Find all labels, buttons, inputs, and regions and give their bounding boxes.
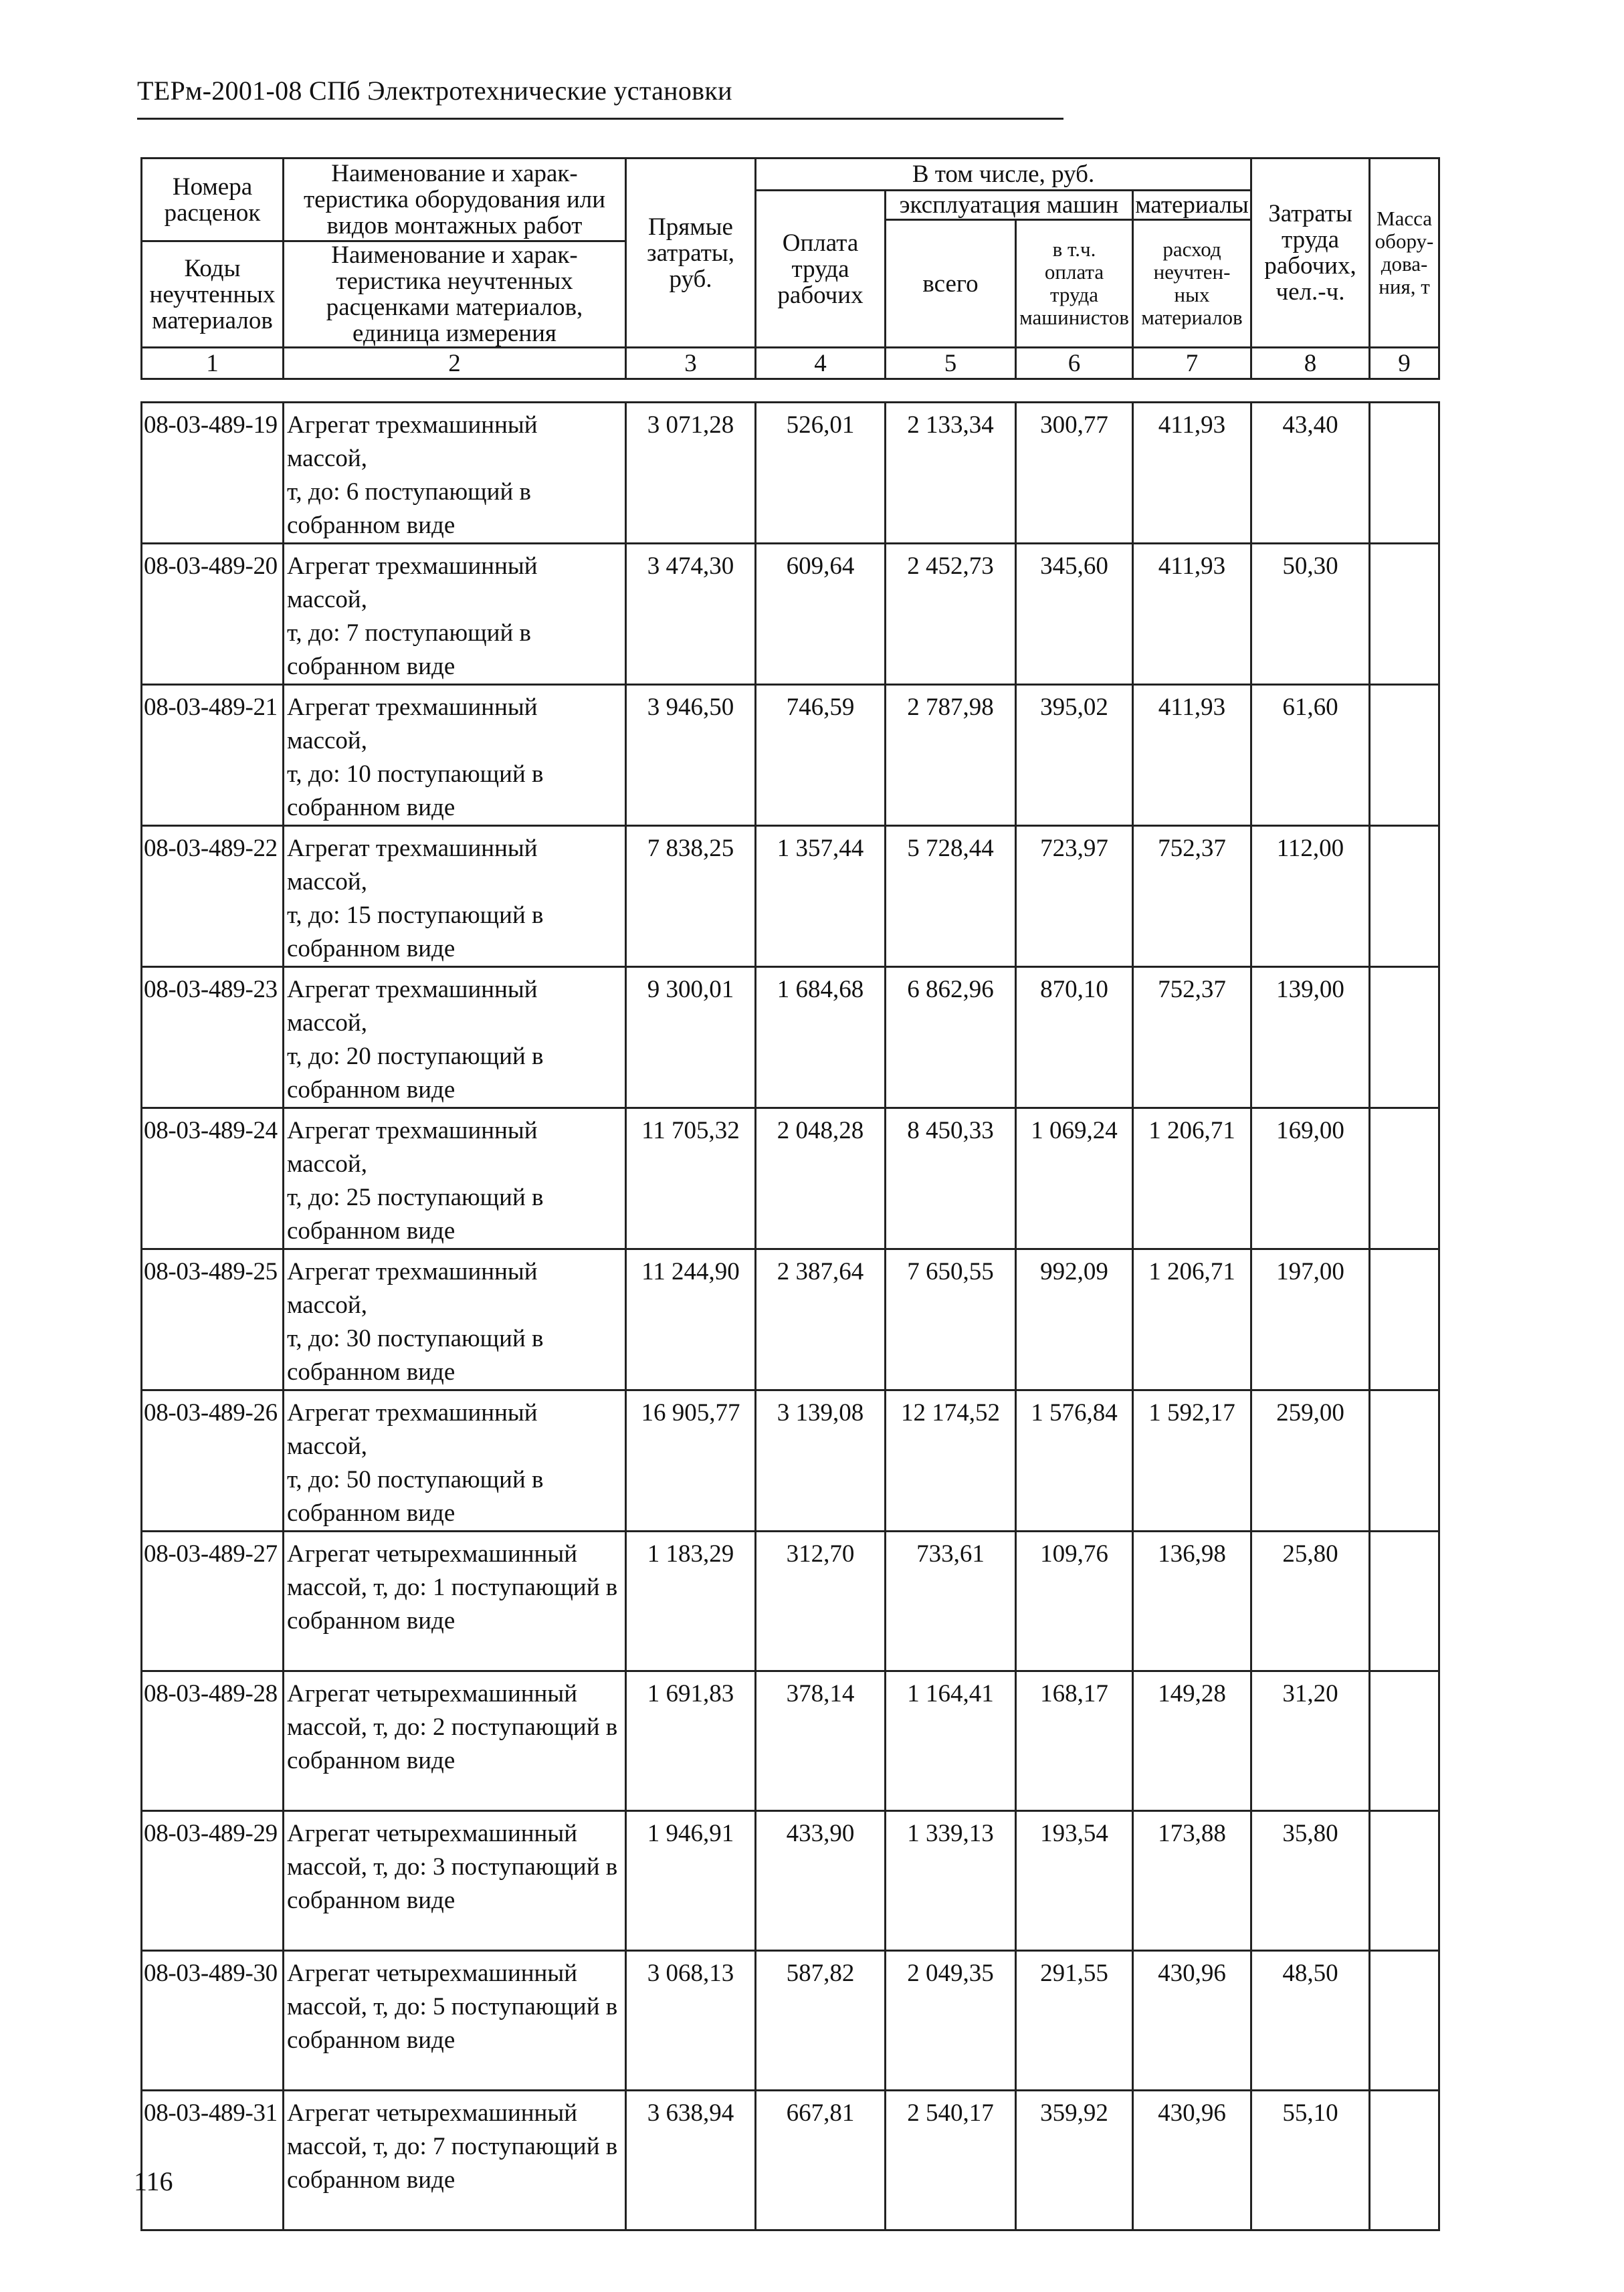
name-cell — [284, 2091, 626, 2230]
col-labor-hours-header: Затраты труда рабочих, чел.-ч. — [1251, 159, 1370, 348]
rate-code-cell: 08-03-489-29 — [142, 1811, 284, 1951]
table-row — [142, 1671, 1439, 1811]
machines-total-cell: 2 133,34 — [886, 403, 1016, 544]
direct-costs-cell: 1 183,29 — [626, 1532, 756, 1671]
materials-cell: 430,96 — [1133, 2091, 1251, 2230]
machinist-pay-cell: 1 576,84 — [1016, 1390, 1133, 1532]
group-including-header: В том числе, руб. — [756, 159, 1251, 191]
name-line: Агрегат трехмашинный массой, — [287, 1117, 538, 1178]
direct-costs-cell: 11 705,32 — [626, 1108, 756, 1249]
materials-cell: 136,98 — [1133, 1532, 1251, 1671]
labor-hours-cell: 43,40 — [1251, 403, 1370, 544]
table-body — [142, 403, 1439, 2230]
labor-hours-cell: 50,30 — [1251, 544, 1370, 685]
name-line: Агрегат четырехмашинный — [287, 1540, 578, 1568]
name-line: собранном виде — [287, 2166, 455, 2194]
labor-pay-cell: 1 357,44 — [756, 826, 886, 967]
labor-pay-cell: 312,70 — [756, 1532, 886, 1671]
labor-hours-cell: 112,00 — [1251, 826, 1370, 967]
materials-cell: 149,28 — [1133, 1671, 1251, 1811]
name-line: Агрегат четырехмашинный — [287, 1820, 578, 1847]
name-line: массой, т, до: 3 поступающий в — [287, 1853, 618, 1881]
direct-costs-cell: 16 905,77 — [626, 1390, 756, 1532]
labor-hours-cell: 259,00 — [1251, 1390, 1370, 1532]
labor-hours-cell: 48,50 — [1251, 1951, 1370, 2091]
column-numbers-row — [142, 348, 1439, 379]
machinist-pay-cell: 992,09 — [1016, 1249, 1133, 1390]
labor-pay-cell: 746,59 — [756, 685, 886, 826]
table-row — [142, 1951, 1439, 2091]
machinist-pay-cell: 109,76 — [1016, 1532, 1133, 1671]
mass-cell — [1370, 1249, 1439, 1390]
direct-costs-cell: 3 071,28 — [626, 403, 756, 544]
rate-code-cell: 08-03-489-31 — [142, 2091, 284, 2230]
name-cell — [284, 544, 626, 685]
table-row — [142, 1390, 1439, 1532]
column-number: 7 — [1133, 348, 1251, 379]
machines-total-cell: 6 862,96 — [886, 967, 1016, 1108]
machinist-pay-cell: 300,77 — [1016, 403, 1133, 544]
labor-pay-cell: 609,64 — [756, 544, 886, 685]
table-row — [142, 967, 1439, 1108]
rate-code-cell: 08-03-489-23 — [142, 967, 284, 1108]
name-line: собранном виде — [287, 653, 455, 680]
mass-cell — [1370, 1811, 1439, 1951]
name-line: т, до: 50 поступающий в — [287, 1466, 544, 1493]
name-line: Агрегат трехмашинный массой, — [287, 835, 538, 896]
name-line: Агрегат четырехмашинный — [287, 1680, 578, 1707]
name-line: т, до: 30 поступающий в — [287, 1325, 544, 1352]
machinist-pay-cell: 395,02 — [1016, 685, 1133, 826]
name-line: собранном виде — [287, 1887, 455, 1914]
col-material-codes-header: Коды неучтенных материалов — [142, 241, 284, 348]
machines-total-cell: 7 650,55 — [886, 1249, 1016, 1390]
machinist-pay-cell: 359,92 — [1016, 2091, 1133, 2230]
name-line: массой, т, до: 5 поступающий в — [287, 1993, 618, 2020]
table-row — [142, 1249, 1439, 1390]
name-line: собранном виде — [287, 512, 455, 539]
column-number: 8 — [1251, 348, 1370, 379]
column-number: 5 — [886, 348, 1016, 379]
machines-total-cell: 2 787,98 — [886, 685, 1016, 826]
rate-code-cell: 08-03-489-27 — [142, 1532, 284, 1671]
direct-costs-cell: 11 244,90 — [626, 1249, 756, 1390]
mass-cell — [1370, 1951, 1439, 2091]
rate-code-cell: 08-03-489-28 — [142, 1671, 284, 1811]
rate-code-cell: 08-03-489-26 — [142, 1390, 284, 1532]
materials-cell: 752,37 — [1133, 826, 1251, 967]
direct-costs-cell: 3 946,50 — [626, 685, 756, 826]
name-line: массой, т, до: 1 поступающий в — [287, 1574, 618, 1601]
name-line: т, до: 7 поступающий в — [287, 619, 531, 647]
direct-costs-cell: 3 474,30 — [626, 544, 756, 685]
mass-cell — [1370, 1108, 1439, 1249]
col-materials-header: расход неучтен- ных материалов — [1133, 220, 1251, 348]
table-row — [142, 826, 1439, 967]
rate-code-cell: 08-03-489-30 — [142, 1951, 284, 2091]
materials-cell: 1 206,71 — [1133, 1108, 1251, 1249]
rate-code-cell: 08-03-489-25 — [142, 1249, 284, 1390]
labor-pay-cell: 526,01 — [756, 403, 886, 544]
machines-total-cell: 12 174,52 — [886, 1390, 1016, 1532]
machinist-pay-cell: 291,55 — [1016, 1951, 1133, 2091]
labor-pay-cell: 587,82 — [756, 1951, 886, 2091]
machines-group-header: эксплуатация машин — [886, 191, 1133, 220]
direct-costs-cell: 7 838,25 — [626, 826, 756, 967]
col-machinist-pay-header: в т.ч. оплата труда машинистов — [1016, 220, 1133, 348]
machinist-pay-cell: 193,54 — [1016, 1811, 1133, 1951]
materials-cell: 411,93 — [1133, 544, 1251, 685]
direct-costs-cell: 1 691,83 — [626, 1671, 756, 1811]
mass-cell — [1370, 685, 1439, 826]
machinist-pay-cell: 723,97 — [1016, 826, 1133, 967]
rate-code-cell: 08-03-489-22 — [142, 826, 284, 967]
materials-cell: 411,93 — [1133, 685, 1251, 826]
labor-pay-cell: 2 387,64 — [756, 1249, 886, 1390]
labor-hours-cell: 35,80 — [1251, 1811, 1370, 1951]
table-row — [142, 2091, 1439, 2230]
materials-cell: 430,96 — [1133, 1951, 1251, 2091]
name-line: собранном виде — [287, 1358, 455, 1386]
materials-cell: 411,93 — [1133, 403, 1251, 544]
column-number: 4 — [756, 348, 886, 379]
machinist-pay-cell: 168,17 — [1016, 1671, 1133, 1811]
labor-hours-cell: 139,00 — [1251, 967, 1370, 1108]
labor-hours-cell: 25,80 — [1251, 1532, 1370, 1671]
name-cell — [284, 1811, 626, 1951]
labor-hours-cell: 61,60 — [1251, 685, 1370, 826]
mass-cell — [1370, 1390, 1439, 1532]
name-line: т, до: 6 поступающий в — [287, 478, 531, 506]
materials-cell: 1 206,71 — [1133, 1249, 1251, 1390]
table-row — [142, 1532, 1439, 1671]
col-machines-total-header: всего — [886, 220, 1016, 348]
machines-total-cell: 1 164,41 — [886, 1671, 1016, 1811]
machinist-pay-cell: 345,60 — [1016, 544, 1133, 685]
page-title: ТЕРм-2001-08 СПб Электротехнические установки — [137, 76, 732, 106]
machines-total-cell: 2 452,73 — [886, 544, 1016, 685]
labor-pay-cell: 2 048,28 — [756, 1108, 886, 1249]
rate-code-cell: 08-03-489-19 — [142, 403, 284, 544]
name-cell — [284, 1249, 626, 1390]
labor-pay-cell: 378,14 — [756, 1671, 886, 1811]
name-cell — [284, 1390, 626, 1532]
rate-code-cell: 08-03-489-21 — [142, 685, 284, 826]
labor-hours-cell: 169,00 — [1251, 1108, 1370, 1249]
mass-cell — [1370, 403, 1439, 544]
name-line: т, до: 20 поступающий в — [287, 1043, 544, 1070]
labor-pay-cell: 1 684,68 — [756, 967, 886, 1108]
labor-hours-cell: 197,00 — [1251, 1249, 1370, 1390]
name-line: Агрегат трехмашинный массой, — [287, 976, 538, 1037]
name-cell — [284, 967, 626, 1108]
table-row — [142, 1811, 1439, 1951]
name-line: массой, т, до: 2 поступающий в — [287, 1713, 618, 1741]
name-line: Агрегат трехмашинный массой, — [287, 694, 538, 754]
column-number: 1 — [142, 348, 284, 379]
column-number: 2 — [284, 348, 626, 379]
machines-total-cell: 733,61 — [886, 1532, 1016, 1671]
rates-table — [140, 401, 1440, 2231]
labor-hours-cell: 55,10 — [1251, 2091, 1370, 2230]
col-labor-pay-header: Оплата труда рабочих — [756, 191, 886, 348]
direct-costs-cell: 1 946,91 — [626, 1811, 756, 1951]
mass-cell — [1370, 1532, 1439, 1671]
name-line: Агрегат трехмашинный массой, — [287, 411, 538, 472]
direct-costs-cell: 9 300,01 — [626, 967, 756, 1108]
name-line: собранном виде — [287, 1607, 455, 1635]
name-cell — [284, 1671, 626, 1811]
labor-pay-cell: 433,90 — [756, 1811, 886, 1951]
name-cell — [284, 1951, 626, 2091]
table-row — [142, 685, 1439, 826]
column-number: 6 — [1016, 348, 1133, 379]
labor-hours-cell: 31,20 — [1251, 1671, 1370, 1811]
name-line: Агрегат трехмашинный массой, — [287, 552, 538, 613]
name-line: собранном виде — [287, 1076, 455, 1104]
col-mass-header: Масса обору- дова- ния, т — [1370, 159, 1439, 348]
col-name-header: Наименование и харак- теристика оборудования или видов монтажных работ — [284, 159, 626, 241]
name-line: Агрегат трехмашинный массой, — [287, 1258, 538, 1319]
machines-total-cell: 1 339,13 — [886, 1811, 1016, 1951]
name-line: Агрегат четырехмашинный — [287, 2099, 578, 2127]
name-line: собранном виде — [287, 2026, 455, 2054]
column-number: 3 — [626, 348, 756, 379]
col-direct-costs-header: Прямые затраты, руб. — [626, 159, 756, 348]
name-cell — [284, 1532, 626, 1671]
name-line: т, до: 25 поступающий в — [287, 1184, 544, 1211]
name-line: собранном виде — [287, 1217, 455, 1245]
column-number: 9 — [1370, 348, 1439, 379]
table-row — [142, 1108, 1439, 1249]
name-line: собранном виде — [287, 794, 455, 821]
rate-code-cell: 08-03-489-24 — [142, 1108, 284, 1249]
materials-group-header: материалы — [1133, 191, 1251, 220]
name-line: массой, т, до: 7 поступающий в — [287, 2133, 618, 2160]
labor-pay-cell: 667,81 — [756, 2091, 886, 2230]
materials-cell: 173,88 — [1133, 1811, 1251, 1951]
machines-total-cell: 2 540,17 — [886, 2091, 1016, 2230]
materials-cell: 752,37 — [1133, 967, 1251, 1108]
machines-total-cell: 5 728,44 — [886, 826, 1016, 967]
title-rule — [137, 118, 1063, 120]
table-row — [142, 544, 1439, 685]
machinist-pay-cell: 1 069,24 — [1016, 1108, 1133, 1249]
name-cell — [284, 403, 626, 544]
labor-pay-cell: 3 139,08 — [756, 1390, 886, 1532]
machinist-pay-cell: 870,10 — [1016, 967, 1133, 1108]
name-line: собранном виде — [287, 1499, 455, 1527]
page-number: 116 — [134, 2166, 173, 2196]
name-line: Агрегат трехмашинный массой, — [287, 1399, 538, 1460]
col-rate-number-header: Номера расценок — [142, 159, 284, 241]
name-line: Агрегат четырехмашинный — [287, 1960, 578, 1987]
mass-cell — [1370, 967, 1439, 1108]
mass-cell — [1370, 1671, 1439, 1811]
machines-total-cell: 8 450,33 — [886, 1108, 1016, 1249]
table-row — [142, 403, 1439, 544]
name-line: т, до: 15 поступающий в — [287, 902, 544, 929]
rate-code-cell: 08-03-489-20 — [142, 544, 284, 685]
name-line: т, до: 10 поступающий в — [287, 760, 544, 788]
name-cell — [284, 1108, 626, 1249]
col-material-name-header: Наименование и харак- теристика неучтенных расценками материалов, единица измерения — [284, 241, 626, 348]
direct-costs-cell: 3 068,13 — [626, 1951, 756, 2091]
table-header — [140, 157, 1440, 380]
mass-cell — [1370, 544, 1439, 685]
machines-total-cell: 2 049,35 — [886, 1951, 1016, 2091]
name-line: собранном виде — [287, 935, 455, 962]
name-cell — [284, 826, 626, 967]
name-line: собранном виде — [287, 1747, 455, 1774]
mass-cell — [1370, 2091, 1439, 2230]
name-cell — [284, 685, 626, 826]
materials-cell: 1 592,17 — [1133, 1390, 1251, 1532]
direct-costs-cell: 3 638,94 — [626, 2091, 756, 2230]
mass-cell — [1370, 826, 1439, 967]
